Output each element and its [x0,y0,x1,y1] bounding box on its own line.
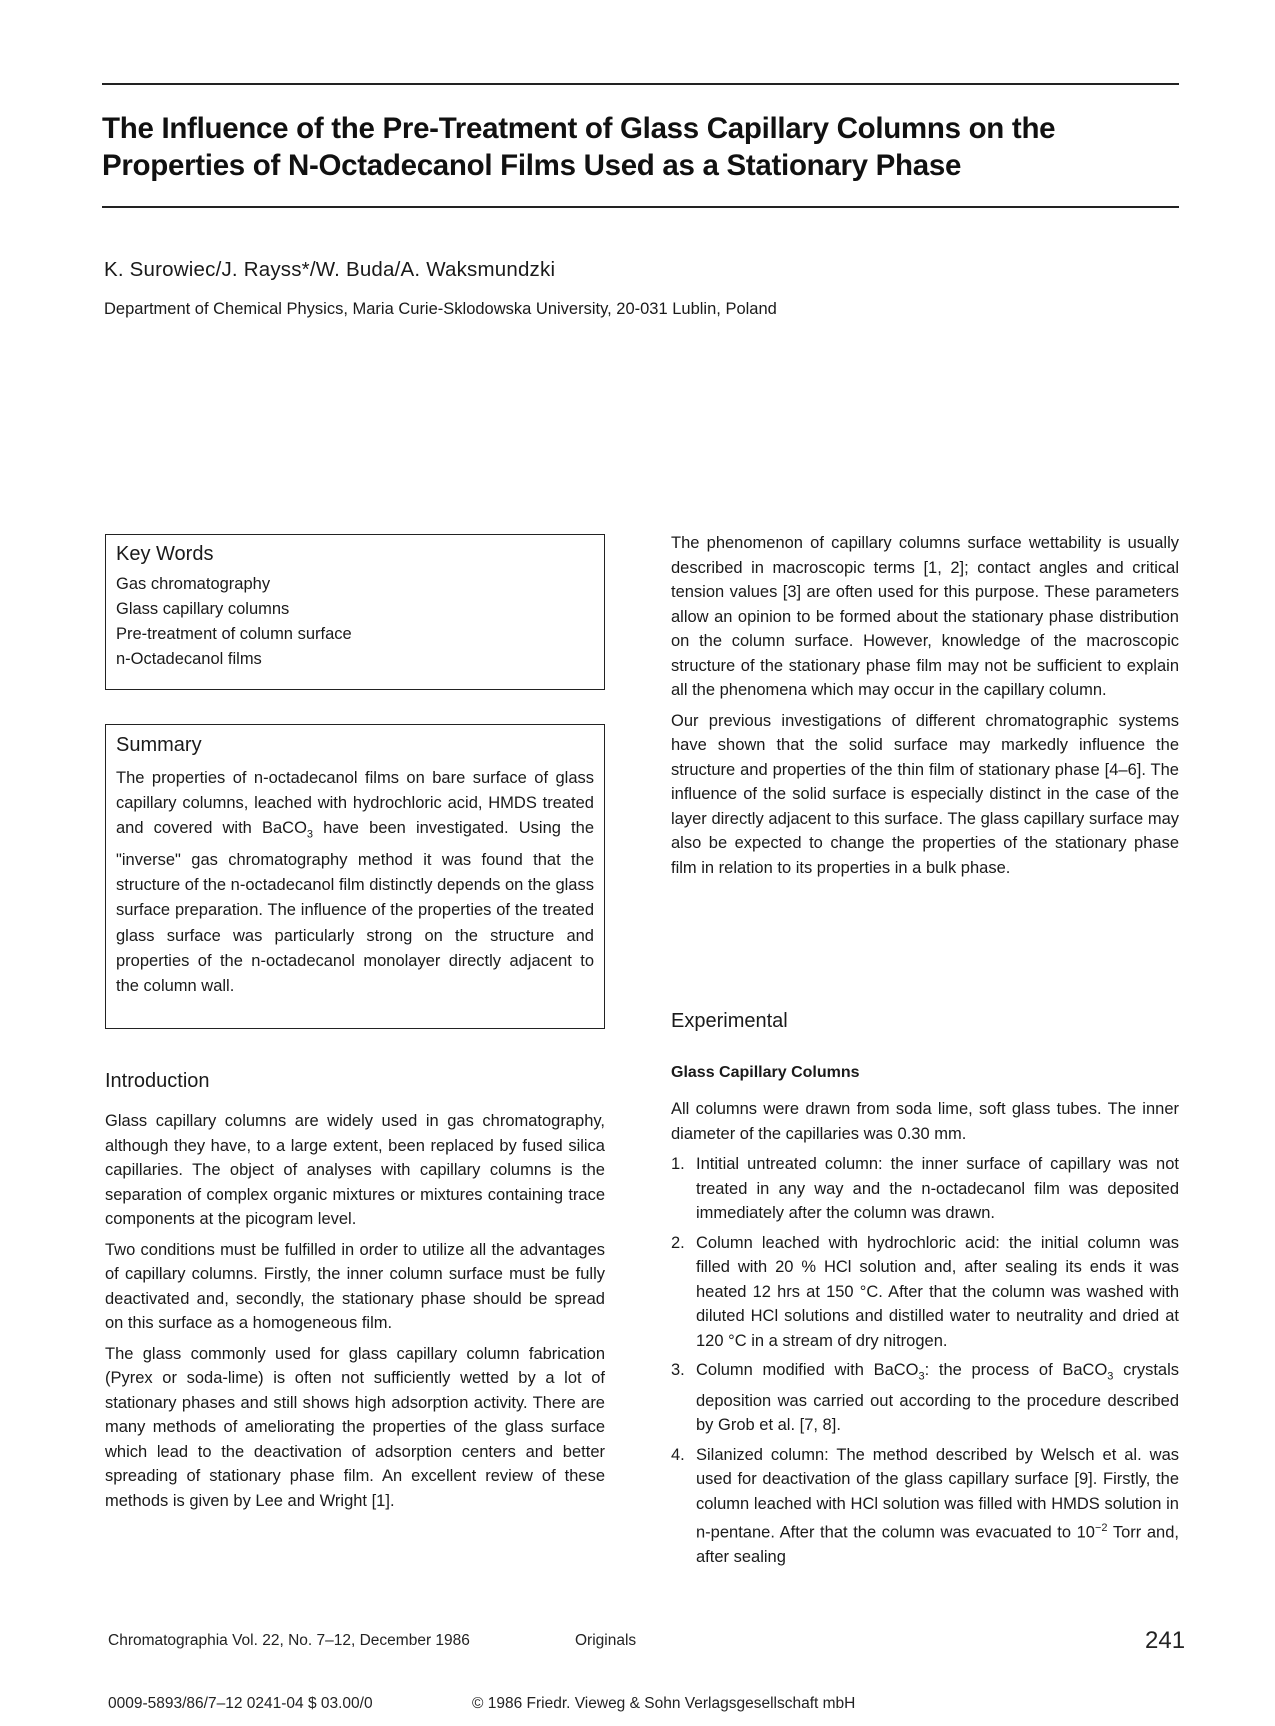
column-list [671,1152,1179,1570]
list-item [671,1358,1179,1438]
list-item [671,1443,1179,1570]
list-item-text: crystals deposition was carried out according to the procedure described by Grob et al. [7, 8]. [696,1361,1179,1435]
summary-heading: Summary [116,734,202,756]
keyword-item: n-Octadecanol films [116,650,262,668]
right-column-text [671,531,1179,886]
section-label: Originals [575,1632,637,1649]
article-title [102,110,1182,184]
summary-text [116,766,594,999]
subscript: 3 [918,1370,925,1383]
list-number: 2. [671,1233,685,1252]
title-line-2: Properties of N-Octadecanol Films Used as a Stationary Phase [102,149,962,182]
title-bottom-rule [102,206,1179,208]
keywords-heading: Key Words [116,543,214,565]
subscript: 3 [306,828,314,841]
article-code: 0009-5893/86/7–12 0241-04 $ 03.00/0 [108,1695,373,1712]
summary-text-part: have been investigated. Using the "inverse" gas chromatography method it was found that the structure of the n-octadecanol film distinctly depends on the glass surface preparation. The influence of the properties of the treated glass surface was particularly strong on the structure and properties of the n-octadecanol monolayer directly adjacent to the column wall. [116,819,594,995]
subsection-heading: Glass Capillary Columns [671,1064,860,1081]
superscript: −2 [1094,1522,1108,1535]
list-item [671,1152,1179,1226]
keyword-item: Glass capillary columns [116,600,290,618]
paragraph: The phenomenon of capillary columns surface wettability is usually described in macroscopic terms [1, 2]; contact angles and critical tension values [3] are often used for this purpose. These parameters allow an opinion to be formed about the stationary phase distribution on the column surface. However, knowledge of the macroscopic structure of the stationary phase film may not be sufficient to explain all the phenomena which may occur in the capillary column. [671,534,1179,699]
keyword-item: Pre-treatment of column surface [116,625,352,643]
keywords-box [105,534,605,690]
top-rule [102,83,1179,85]
list-number: 4. [671,1445,685,1464]
journal-reference: Chromatographia Vol. 22, No. 7–12, December 1986 [108,1632,470,1649]
list-number: 3. [671,1361,685,1379]
section-heading-experimental: Experimental [671,1010,788,1032]
paragraph: The glass commonly used for glass capillary column fabrication (Pyrex or soda-lime) is often not sufficiently wetted by a lot of stationary phases and still shows high adsorption activity. There are many methods of ameliorating the properties of the glass surface which lead to the deactivation of adsorption centers and better spreading of stationary phase film. An excellent review of these methods is given by Lee and Wright [1]. [105,1344,605,1510]
page-number: 241 [1145,1627,1186,1654]
paragraph: Our previous investigations of different chromatographic systems have shown that the solid surface may markedly influence the structure and properties of the thin film of stationary phase [4–6]. The influence of the solid surface is especially distinct in the case of the layer directly adjacent to this surface. The glass capillary surface may also be expected to change the properties of the stationary phase film in relation to its properties in a bulk phase. [671,711,1179,877]
summary-text-part: The properties of n-octadecanol films on bare surface of glass capillary columns, leached with hydrochloric acid, HMDS treated and covered with BaCO [116,769,594,838]
introduction-text [105,1109,605,1519]
list-item-text: Column modified with BaCO [696,1361,919,1379]
subscript: 3 [1107,1370,1114,1383]
list-item-text: Intitial untreated column: the inner surface of capillary was not treated in any way and the n-octadecanol film was deposited immediately after the column was drawn. [696,1155,1179,1222]
list-item-text: : the process of BaCO [924,1361,1108,1379]
list-item-text: Column leached with hydrochloric acid: the initial column was filled with 20 % HCl solution and, after sealing its ends it was heated 12 hrs at 150 °C. After that the column was washed with diluted HCl solutions and distilled water to neutrality and dried at 120 °C in a stream of dry nitrogen. [696,1233,1179,1350]
summary-box [105,724,605,1029]
list-item-text: Silanized column: The method described by Welsch et al. was used for deactivation of the glass capillary surface [9]. Firstly, the column leached with HCl solution was filled with HMDS solution in n-pentane. After that the column was evacuated to 10 [696,1445,1179,1542]
keyword-item: Gas chromatography [116,575,271,593]
list-number: 1. [671,1155,685,1173]
authors: K. Surowiec/J. Rayss*/W. Buda/A. Waksmundzki [104,258,556,281]
title-line-1: The Influence of the Pre-Treatment of Glass Capillary Columns on the [102,112,1056,145]
list-item [671,1231,1179,1354]
paragraph: All columns were drawn from soda lime, soft glass tubes. The inner diameter of the capillaries was 0.30 mm. [671,1100,1179,1143]
paragraph: Two conditions must be fulfilled in order to utilize all the advantages of capillary columns. Firstly, the inner column surface must be fully deactivated and, secondly, the stationary phase should be spread on this surface as a homogeneous film. [105,1240,605,1332]
copyright: © 1986 Friedr. Vieweg & Sohn Verlagsgesellschaft mbH [472,1695,856,1712]
section-heading-introduction: Introduction [105,1070,210,1092]
list-item-text: Torr and, after sealing [696,1523,1179,1567]
experimental-text [671,1097,1179,1575]
paragraph: Glass capillary columns are widely used in gas chromatography, although they have, to a large extent, been replaced by fused silica capillaries. The object of analyses with capillary columns is the separation of complex organic mixtures or mixtures containing trace components at the picogram level. [105,1112,605,1228]
affiliation: Department of Chemical Physics, Maria Curie-Sklodowska University, 20-031 Lublin, Poland [104,300,777,318]
